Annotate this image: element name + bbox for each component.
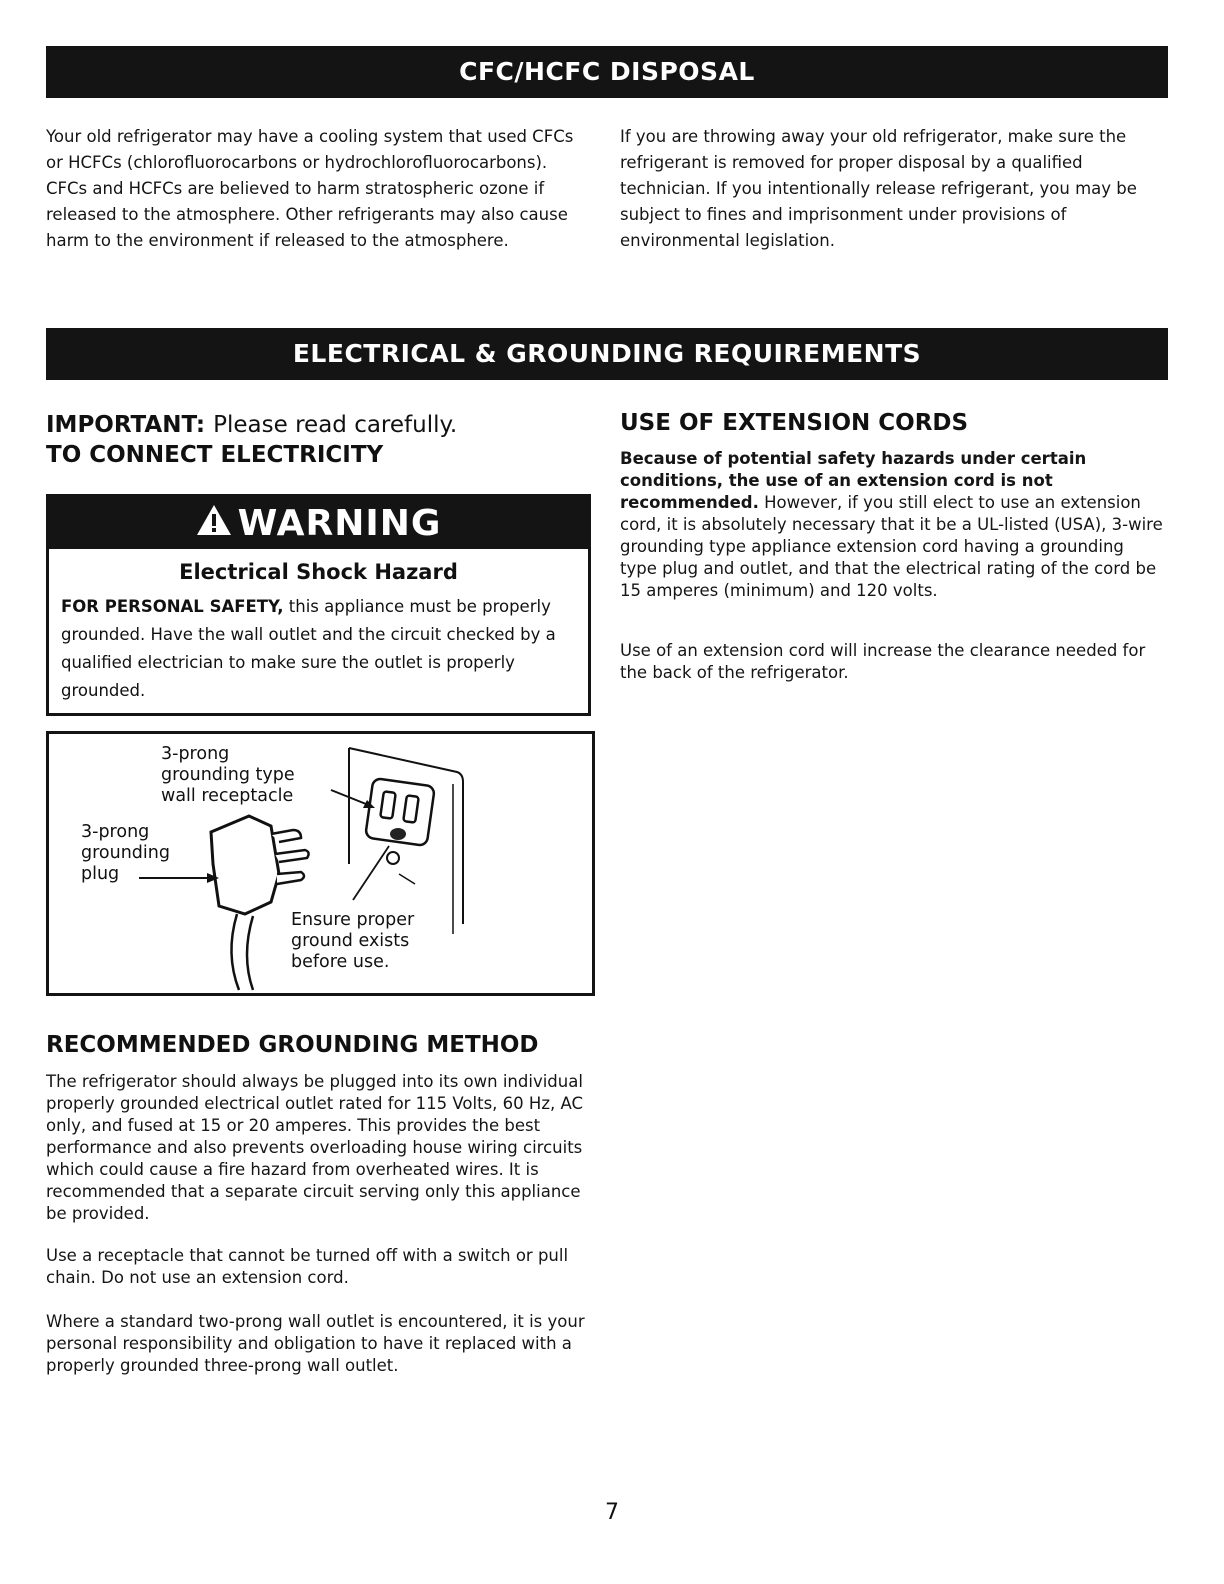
- cfc-disposal-banner: CFC/HCFC DISPOSAL: [46, 46, 1168, 98]
- ground-label: Ensure proper ground exists before use.: [291, 910, 415, 972]
- grounding-paragraph-2: Use a receptacle that cannot be turned off with a switch or pull chain. Do not use an extension cord.: [46, 1246, 569, 1287]
- warning-label: WARNING: [237, 503, 442, 544]
- grounding-paragraph-1: The refrigerator should always be plugged into its own individual properly grounded electrical outlet rated for 115 Volts, 60 Hz, AC only, and fused at 15 or 20 amperes. This provides the best performance and also prevents overloading house wiring circuits which could cause a fire hazard from overheated wires. It is recommended that a separate circuit serving only this appliance be provided.: [46, 1072, 583, 1223]
- extension-body: However, if you still elect to use an extension cord, it is absolutely necessary that it be a UL-listed (USA), 3-wire grounding type appliance extension cord having a grounding type plug and outlet, and that the electrical rating of the cord be 15 amperes (minimum) and 120 volts.: [620, 493, 1163, 600]
- warning-header: [49, 497, 588, 549]
- extension-bold-lead: Because of potential safety hazards under certain conditions, the use of an extension cord is not recommended.: [620, 449, 1087, 512]
- warning-triangle-icon: [196, 498, 232, 552]
- warning-box: [46, 494, 591, 716]
- warning-text: [61, 593, 576, 705]
- extension-cords-heading: USE OF EXTENSION CORDS: [620, 410, 969, 436]
- warning-lead: FOR PERSONAL SAFETY,: [61, 597, 284, 616]
- electrical-grounding-banner: ELECTRICAL & GROUNDING REQUIREMENTS: [46, 328, 1168, 380]
- important-heading: [46, 410, 457, 440]
- hazard-title: Electrical Shock Hazard: [179, 560, 458, 584]
- important-label: IMPORTANT:: [46, 412, 206, 438]
- cfc-left-paragraph: Your old refrigerator may have a cooling system that used CFCs or HCFCs (chlorofluorocarbons or hydrochlorofluorocarbons). CFCs and HCFCs are believed to harm stratospheric ozone if released to the atmosphere. Other refrigerants may also cause harm to the environment if released to the atmosphere.: [46, 127, 574, 250]
- grounding-method-heading: RECOMMENDED GROUNDING METHOD: [46, 1032, 539, 1058]
- cfc-right-paragraph: If you are throwing away your old refrigerator, make sure the refrigerant is removed for proper disposal by a qualified technician. If you intentionally release refrigerant, you may be subject to fines and imprisonment under provisions of environmental legislation.: [620, 127, 1137, 250]
- grounding-figure-box: [46, 731, 595, 996]
- receptacle-label: 3-prong grounding type wall receptacle: [161, 744, 295, 806]
- page-number: 7: [605, 1500, 619, 1525]
- grounding-paragraph-3: Where a standard two-prong wall outlet is encountered, it is your personal responsibility and obligation to have it replaced with a properly grounded three-prong wall outlet.: [46, 1312, 585, 1375]
- warning-body: this appliance must be properly grounded. Have the wall outlet and the circuit checked by a qualified electrician to make sure the outlet is properly grounded.: [61, 597, 556, 700]
- extension-paragraph-1: [620, 448, 1165, 602]
- connect-electricity-heading: TO CONNECT ELECTRICITY: [46, 442, 384, 468]
- extension-paragraph-2: Use of an extension cord will increase the clearance needed for the back of the refrigerator.: [620, 641, 1146, 682]
- plug-label: 3-prong grounding plug: [81, 822, 170, 884]
- important-text: Please read carefully.: [213, 412, 458, 438]
